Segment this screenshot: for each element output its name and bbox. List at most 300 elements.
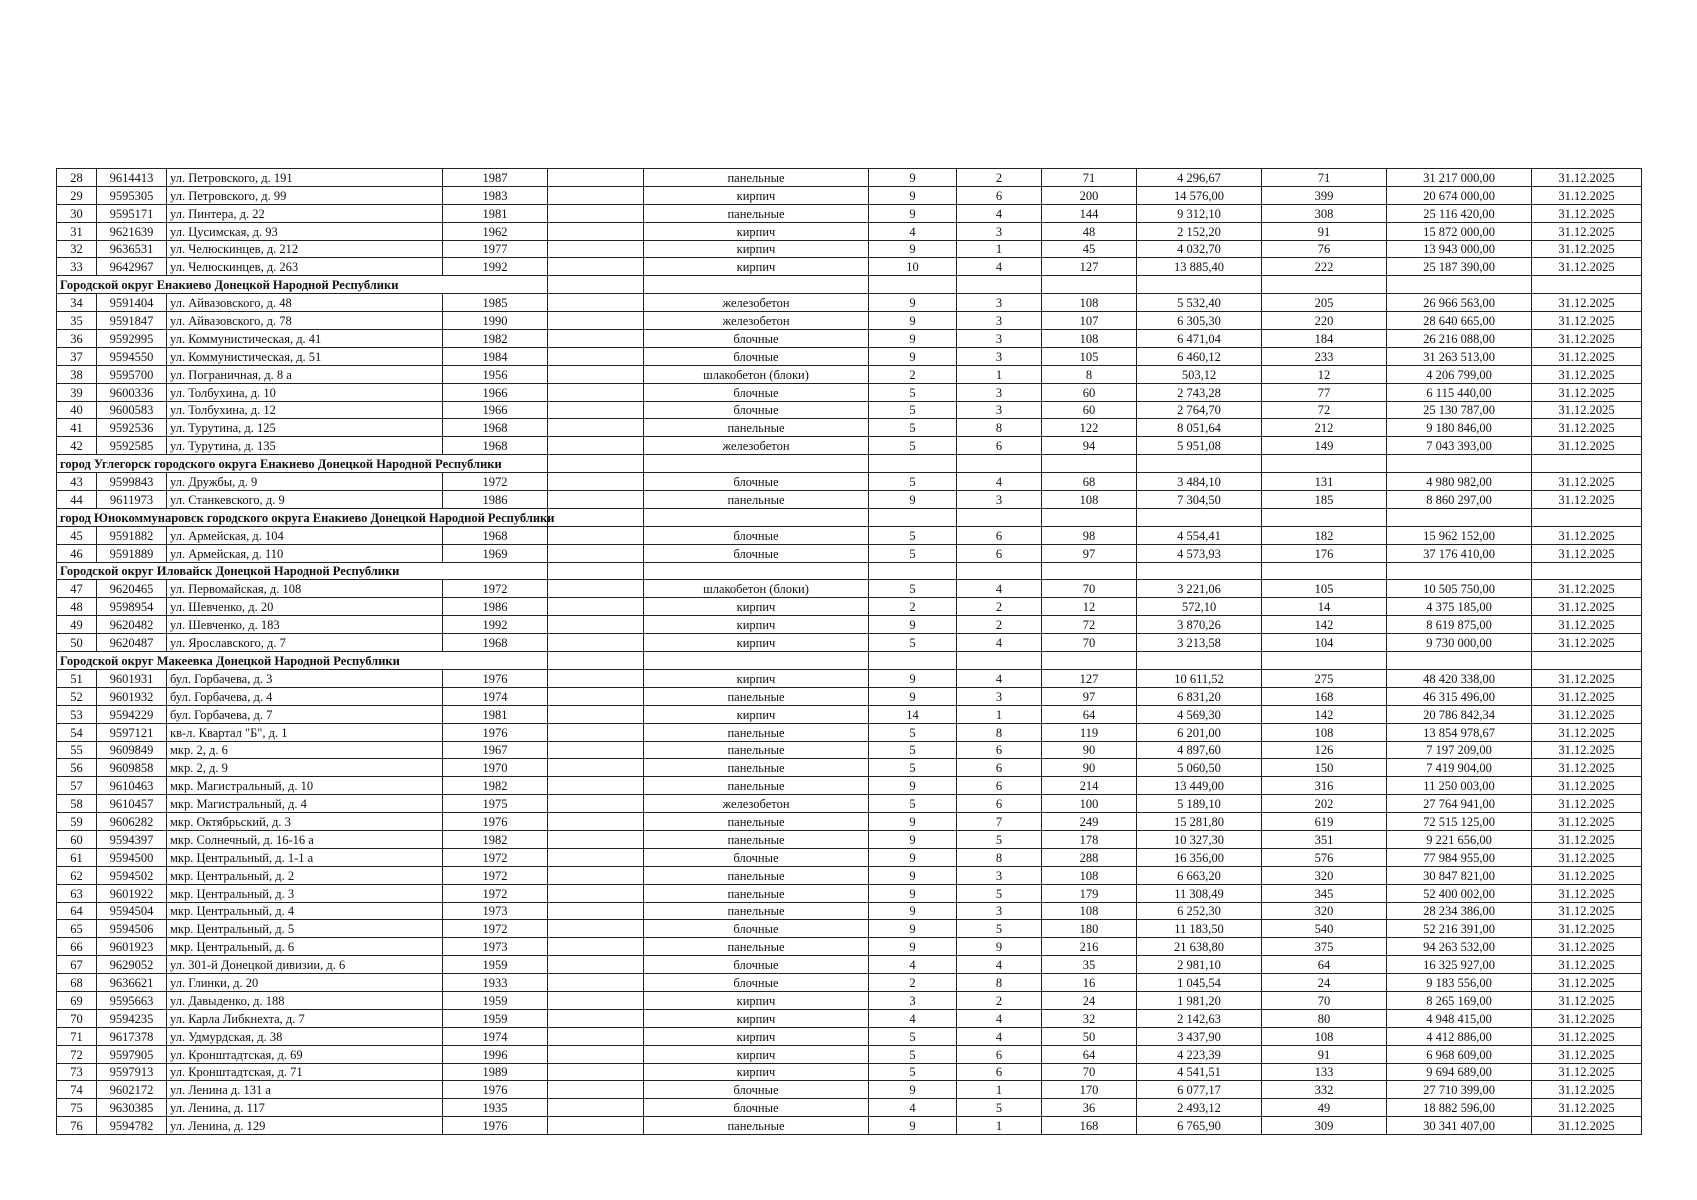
- entrances: 6: [957, 741, 1042, 759]
- floors: 3: [869, 991, 957, 1009]
- apartments: 12: [1042, 598, 1137, 616]
- address: ул. Давыденко, д. 188: [167, 991, 443, 1009]
- residents: 64: [1262, 956, 1387, 974]
- residents: 131: [1262, 473, 1387, 491]
- empty-cell: [1532, 652, 1642, 670]
- residents: 345: [1262, 884, 1387, 902]
- empty-cell: [1137, 652, 1262, 670]
- entrances: 6: [957, 526, 1042, 544]
- table-row: [57, 204, 1642, 222]
- wall-material: блочные: [644, 1099, 869, 1117]
- entrances: 3: [957, 491, 1042, 509]
- address: ул. Дружбы, д. 9: [167, 473, 443, 491]
- area: 4 569,30: [1137, 705, 1262, 723]
- group-header-row: [57, 652, 1642, 670]
- empty-cell: [548, 258, 644, 276]
- table-row: [57, 616, 1642, 634]
- row-number: 44: [57, 491, 97, 509]
- cost: 46 315 496,00: [1387, 687, 1532, 705]
- row-number: 43: [57, 473, 97, 491]
- completion-date: 31.12.2025: [1532, 1063, 1642, 1081]
- build-year: 1990: [443, 312, 548, 330]
- floors: 5: [869, 580, 957, 598]
- table-row: [57, 1063, 1642, 1081]
- build-year: 1996: [443, 1045, 548, 1063]
- build-year: 1969: [443, 544, 548, 562]
- build-year: 1981: [443, 204, 548, 222]
- completion-date: 31.12.2025: [1532, 866, 1642, 884]
- house-id: 9636531: [97, 240, 167, 258]
- residents: 320: [1262, 866, 1387, 884]
- address: ул. Армейская, д. 110: [167, 544, 443, 562]
- wall-material: кирпич: [644, 1045, 869, 1063]
- address: ул. Петровского, д. 191: [167, 169, 443, 187]
- cost: 31 263 513,00: [1387, 347, 1532, 365]
- floors: 4: [869, 1009, 957, 1027]
- empty-cell: [1262, 508, 1387, 526]
- residents: 104: [1262, 634, 1387, 652]
- empty-cell: [548, 723, 644, 741]
- empty-cell: [548, 330, 644, 348]
- table-row: [57, 598, 1642, 616]
- completion-date: 31.12.2025: [1532, 920, 1642, 938]
- completion-date: 31.12.2025: [1532, 294, 1642, 312]
- cost: 37 176 410,00: [1387, 544, 1532, 562]
- address: ул. Толбухина, д. 10: [167, 383, 443, 401]
- house-id: 9629052: [97, 956, 167, 974]
- floors: 14: [869, 705, 957, 723]
- floors: 9: [869, 240, 957, 258]
- table-row: [57, 580, 1642, 598]
- area: 6 305,30: [1137, 312, 1262, 330]
- apartments: 108: [1042, 902, 1137, 920]
- table-row: [57, 437, 1642, 455]
- house-id: 9600336: [97, 383, 167, 401]
- empty-cell: [1262, 455, 1387, 473]
- table-row: [57, 258, 1642, 276]
- address: кв-л. Квартал "Б", д. 1: [167, 723, 443, 741]
- house-id: 9595700: [97, 365, 167, 383]
- build-year: 1982: [443, 830, 548, 848]
- entrances: 3: [957, 383, 1042, 401]
- residents: 24: [1262, 974, 1387, 992]
- build-year: 1967: [443, 741, 548, 759]
- apartments: 36: [1042, 1099, 1137, 1117]
- completion-date: 31.12.2025: [1532, 258, 1642, 276]
- entrances: 3: [957, 347, 1042, 365]
- address: мкр. Центральный, д. 5: [167, 920, 443, 938]
- address: ул. 301-й Донецкой дивизии, д. 6: [167, 956, 443, 974]
- empty-cell: [548, 974, 644, 992]
- house-id: 9591404: [97, 294, 167, 312]
- area: 4 032,70: [1137, 240, 1262, 258]
- entrances: 6: [957, 777, 1042, 795]
- area: 3 437,90: [1137, 1027, 1262, 1045]
- wall-material: блочные: [644, 920, 869, 938]
- row-number: 62: [57, 866, 97, 884]
- address: мкр. Центральный, д. 6: [167, 938, 443, 956]
- cost: 52 400 002,00: [1387, 884, 1532, 902]
- completion-date: 31.12.2025: [1532, 669, 1642, 687]
- house-id: 9595663: [97, 991, 167, 1009]
- house-id: 9620487: [97, 634, 167, 652]
- row-number: 71: [57, 1027, 97, 1045]
- area: 14 576,00: [1137, 186, 1262, 204]
- empty-cell: [548, 813, 644, 831]
- residents: 142: [1262, 705, 1387, 723]
- empty-cell: [548, 276, 644, 294]
- house-id: 9592995: [97, 330, 167, 348]
- wall-material: железобетон: [644, 437, 869, 455]
- table-row: [57, 186, 1642, 204]
- entrances: 4: [957, 258, 1042, 276]
- cost: 25 116 420,00: [1387, 204, 1532, 222]
- entrances: 8: [957, 848, 1042, 866]
- table-row: [57, 1081, 1642, 1099]
- apartments: 50: [1042, 1027, 1137, 1045]
- address: ул. Станкевского, д. 9: [167, 491, 443, 509]
- wall-material: кирпич: [644, 669, 869, 687]
- apartments: 200: [1042, 186, 1137, 204]
- cost: 9 221 656,00: [1387, 830, 1532, 848]
- cost: 26 966 563,00: [1387, 294, 1532, 312]
- build-year: 1986: [443, 491, 548, 509]
- apartments: 100: [1042, 795, 1137, 813]
- wall-material: панельные: [644, 204, 869, 222]
- house-id: 9609858: [97, 759, 167, 777]
- build-year: 1986: [443, 598, 548, 616]
- row-number: 47: [57, 580, 97, 598]
- floors: 9: [869, 1081, 957, 1099]
- apartments: 127: [1042, 669, 1137, 687]
- empty-cell: [1262, 562, 1387, 580]
- build-year: 1992: [443, 258, 548, 276]
- wall-material: панельные: [644, 813, 869, 831]
- cost: 8 860 297,00: [1387, 491, 1532, 509]
- table-row: [57, 848, 1642, 866]
- table-row: [57, 419, 1642, 437]
- row-number: 45: [57, 526, 97, 544]
- empty-cell: [548, 616, 644, 634]
- residents: 91: [1262, 1045, 1387, 1063]
- empty-cell: [957, 652, 1042, 670]
- house-id: 9591882: [97, 526, 167, 544]
- area: 3 221,06: [1137, 580, 1262, 598]
- table-row: [57, 956, 1642, 974]
- house-id: 9597121: [97, 723, 167, 741]
- completion-date: 31.12.2025: [1532, 330, 1642, 348]
- build-year: 1984: [443, 347, 548, 365]
- table-row: [57, 544, 1642, 562]
- apartments: 216: [1042, 938, 1137, 956]
- wall-material: кирпич: [644, 705, 869, 723]
- house-id: 9611973: [97, 491, 167, 509]
- entrances: 3: [957, 866, 1042, 884]
- cost: 25 187 390,00: [1387, 258, 1532, 276]
- floors: 5: [869, 795, 957, 813]
- entrances: 4: [957, 1009, 1042, 1027]
- house-id: 9620482: [97, 616, 167, 634]
- floors: 9: [869, 938, 957, 956]
- floors: 9: [869, 204, 957, 222]
- address: ул. Пинтера, д. 22: [167, 204, 443, 222]
- cost: 10 505 750,00: [1387, 580, 1532, 598]
- address: ул. Шевченко, д. 20: [167, 598, 443, 616]
- house-id: 9601923: [97, 938, 167, 956]
- build-year: 1959: [443, 956, 548, 974]
- residents: 576: [1262, 848, 1387, 866]
- apartments: 68: [1042, 473, 1137, 491]
- empty-cell: [1137, 562, 1262, 580]
- floors: 9: [869, 169, 957, 187]
- empty-cell: [548, 687, 644, 705]
- entrances: 3: [957, 902, 1042, 920]
- empty-cell: [548, 222, 644, 240]
- floors: 9: [869, 1117, 957, 1135]
- table-body: [57, 169, 1642, 1135]
- cost: 18 882 596,00: [1387, 1099, 1532, 1117]
- group-header-row: [57, 455, 1642, 473]
- address: мкр. 2, д. 6: [167, 741, 443, 759]
- table-row: [57, 902, 1642, 920]
- entrances: 3: [957, 312, 1042, 330]
- floors: 5: [869, 419, 957, 437]
- entrances: 4: [957, 956, 1042, 974]
- empty-cell: [1532, 508, 1642, 526]
- apartments: 8: [1042, 365, 1137, 383]
- address: ул. Турутина, д. 135: [167, 437, 443, 455]
- floors: 5: [869, 473, 957, 491]
- cost: 4 412 886,00: [1387, 1027, 1532, 1045]
- build-year: 1968: [443, 419, 548, 437]
- empty-cell: [1042, 455, 1137, 473]
- floors: 9: [869, 347, 957, 365]
- table-row: [57, 473, 1642, 491]
- row-number: 75: [57, 1099, 97, 1117]
- residents: 185: [1262, 491, 1387, 509]
- area: 4 554,41: [1137, 526, 1262, 544]
- completion-date: 31.12.2025: [1532, 437, 1642, 455]
- address: ул. Челюскинцев, д. 263: [167, 258, 443, 276]
- address: мкр. Центральный, д. 3: [167, 884, 443, 902]
- wall-material: блочные: [644, 1081, 869, 1099]
- area: 5 189,10: [1137, 795, 1262, 813]
- house-id: 9601922: [97, 884, 167, 902]
- table-row: [57, 634, 1642, 652]
- table-row: [57, 222, 1642, 240]
- entrances: 1: [957, 1081, 1042, 1099]
- apartments: 94: [1042, 437, 1137, 455]
- entrances: 1: [957, 705, 1042, 723]
- row-number: 51: [57, 669, 97, 687]
- floors: 5: [869, 723, 957, 741]
- group-title: Городской округ Иловайск Донецкой Народной Республики: [57, 562, 548, 580]
- floors: 9: [869, 616, 957, 634]
- completion-date: 31.12.2025: [1532, 956, 1642, 974]
- table-row: [57, 974, 1642, 992]
- house-id: 9621639: [97, 222, 167, 240]
- completion-date: 31.12.2025: [1532, 777, 1642, 795]
- area: 11 308,49: [1137, 884, 1262, 902]
- area: 9 312,10: [1137, 204, 1262, 222]
- completion-date: 31.12.2025: [1532, 419, 1642, 437]
- wall-material: кирпич: [644, 991, 869, 1009]
- empty-cell: [1532, 276, 1642, 294]
- area: 4 573,93: [1137, 544, 1262, 562]
- area: 5 951,08: [1137, 437, 1262, 455]
- cost: 52 216 391,00: [1387, 920, 1532, 938]
- address: ул. Шевченко, д. 183: [167, 616, 443, 634]
- floors: 2: [869, 598, 957, 616]
- completion-date: 31.12.2025: [1532, 1009, 1642, 1027]
- address: мкр. Центральный, д. 2: [167, 866, 443, 884]
- row-number: 41: [57, 419, 97, 437]
- area: 10 611,52: [1137, 669, 1262, 687]
- completion-date: 31.12.2025: [1532, 169, 1642, 187]
- wall-material: панельные: [644, 723, 869, 741]
- apartments: 45: [1042, 240, 1137, 258]
- house-id: 9594502: [97, 866, 167, 884]
- residents: 222: [1262, 258, 1387, 276]
- address: мкр. 2, д. 9: [167, 759, 443, 777]
- residents: 619: [1262, 813, 1387, 831]
- completion-date: 31.12.2025: [1532, 365, 1642, 383]
- cost: 20 674 000,00: [1387, 186, 1532, 204]
- entrances: 2: [957, 616, 1042, 634]
- residents: 375: [1262, 938, 1387, 956]
- apartments: 64: [1042, 705, 1137, 723]
- area: 5 060,50: [1137, 759, 1262, 777]
- entrances: 4: [957, 669, 1042, 687]
- entrances: 3: [957, 330, 1042, 348]
- floors: 4: [869, 222, 957, 240]
- address: мкр. Магистральный, д. 10: [167, 777, 443, 795]
- entrances: 6: [957, 437, 1042, 455]
- empty-cell: [548, 544, 644, 562]
- empty-cell: [644, 276, 869, 294]
- address: бул. Горбачева, д. 3: [167, 669, 443, 687]
- table-row: [57, 383, 1642, 401]
- residents: 309: [1262, 1117, 1387, 1135]
- empty-cell: [548, 598, 644, 616]
- completion-date: 31.12.2025: [1532, 974, 1642, 992]
- residents: 220: [1262, 312, 1387, 330]
- house-id: 9630385: [97, 1099, 167, 1117]
- floors: 4: [869, 956, 957, 974]
- apartments: 122: [1042, 419, 1137, 437]
- entrances: 3: [957, 401, 1042, 419]
- table-row: [57, 491, 1642, 509]
- completion-date: 31.12.2025: [1532, 902, 1642, 920]
- wall-material: панельные: [644, 830, 869, 848]
- completion-date: 31.12.2025: [1532, 795, 1642, 813]
- group-header-row: [57, 276, 1642, 294]
- completion-date: 31.12.2025: [1532, 598, 1642, 616]
- wall-material: панельные: [644, 419, 869, 437]
- apartments: 127: [1042, 258, 1137, 276]
- wall-material: панельные: [644, 938, 869, 956]
- entrances: 2: [957, 598, 1042, 616]
- residents: 49: [1262, 1099, 1387, 1117]
- house-id: 9609849: [97, 741, 167, 759]
- completion-date: 31.12.2025: [1532, 1081, 1642, 1099]
- build-year: 1976: [443, 1117, 548, 1135]
- table-row: [57, 1117, 1642, 1135]
- build-year: 1935: [443, 1099, 548, 1117]
- empty-cell: [548, 1081, 644, 1099]
- empty-cell: [644, 562, 869, 580]
- apartments: 178: [1042, 830, 1137, 848]
- address: ул. Карла Либкнехта, д. 7: [167, 1009, 443, 1027]
- entrances: 6: [957, 544, 1042, 562]
- completion-date: 31.12.2025: [1532, 741, 1642, 759]
- apartments: 16: [1042, 974, 1137, 992]
- empty-cell: [548, 902, 644, 920]
- house-id: 9595171: [97, 204, 167, 222]
- wall-material: железобетон: [644, 294, 869, 312]
- address: ул. Турутина, д. 125: [167, 419, 443, 437]
- empty-cell: [548, 956, 644, 974]
- empty-cell: [548, 669, 644, 687]
- apartments: 288: [1042, 848, 1137, 866]
- area: 4 296,67: [1137, 169, 1262, 187]
- address: ул. Цусимская, д. 93: [167, 222, 443, 240]
- build-year: 1970: [443, 759, 548, 777]
- residents: 308: [1262, 204, 1387, 222]
- table-row: [57, 813, 1642, 831]
- entrances: 4: [957, 473, 1042, 491]
- table-row: [57, 240, 1642, 258]
- empty-cell: [869, 455, 957, 473]
- row-number: 33: [57, 258, 97, 276]
- entrances: 8: [957, 723, 1042, 741]
- area: 6 663,20: [1137, 866, 1262, 884]
- address: ул. Ленина, д. 129: [167, 1117, 443, 1135]
- empty-cell: [957, 508, 1042, 526]
- table-row: [57, 347, 1642, 365]
- cost: 6 968 609,00: [1387, 1045, 1532, 1063]
- build-year: 1959: [443, 1009, 548, 1027]
- empty-cell: [548, 938, 644, 956]
- cost: 9 694 689,00: [1387, 1063, 1532, 1081]
- cost: 27 710 399,00: [1387, 1081, 1532, 1099]
- entrances: 7: [957, 813, 1042, 831]
- build-year: 1974: [443, 687, 548, 705]
- completion-date: 31.12.2025: [1532, 938, 1642, 956]
- floors: 9: [869, 687, 957, 705]
- cost: 30 847 821,00: [1387, 866, 1532, 884]
- area: 503,12: [1137, 365, 1262, 383]
- wall-material: панельные: [644, 687, 869, 705]
- residents: 149: [1262, 437, 1387, 455]
- floors: 9: [869, 294, 957, 312]
- table-row: [57, 312, 1642, 330]
- residents: 142: [1262, 616, 1387, 634]
- row-number: 65: [57, 920, 97, 938]
- address: ул. Петровского, д. 99: [167, 186, 443, 204]
- entrances: 8: [957, 419, 1042, 437]
- area: 2 493,12: [1137, 1099, 1262, 1117]
- table-row: [57, 169, 1642, 187]
- empty-cell: [548, 777, 644, 795]
- group-title: город Углегорск городского округа Енакиево Донецкой Народной Республики: [57, 455, 548, 473]
- wall-material: блочные: [644, 544, 869, 562]
- residents: 77: [1262, 383, 1387, 401]
- empty-cell: [957, 562, 1042, 580]
- completion-date: 31.12.2025: [1532, 830, 1642, 848]
- address: ул. Пограничная, д. 8 а: [167, 365, 443, 383]
- floors: 9: [869, 830, 957, 848]
